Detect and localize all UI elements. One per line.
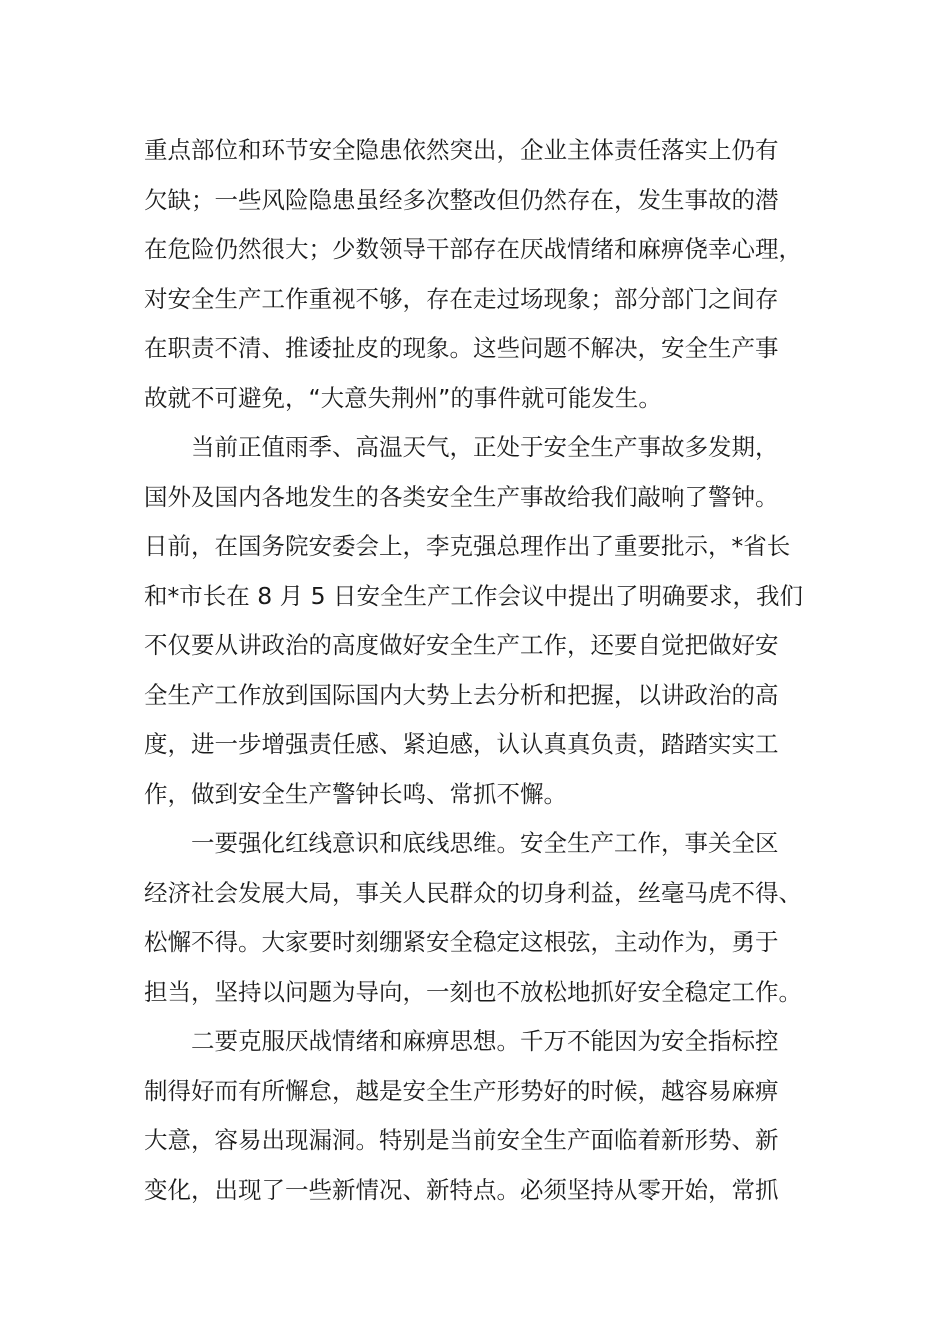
text-line: 全生产工作放到国际国内大势上去分析和把握，以讲政治的高: [144, 680, 779, 709]
body-text: [144, 126, 806, 1215]
text-line: 度，进一步增强责任感、紧迫感，认认真真负责，踏踏实实工: [144, 730, 779, 758]
text-line: 日前，在国务院安委会上，李克强总理作出了重要批示，*省长: [144, 532, 791, 560]
text-line: 不仅要从讲政治的高度做好安全生产工作，还要自觉把做好安: [144, 631, 779, 659]
text-line: 故就不可避免，“大意失荆州”的事件就可能发生。: [144, 383, 662, 412]
text-line: 在职责不清、推诿扯皮的现象。这些问题不解决，安全生产事: [144, 334, 779, 362]
text-line: 在危险仍然很大；少数领导干部存在厌战情绪和麻痹侥幸心理，: [144, 235, 802, 263]
text-line: 作，做到安全生产警钟长鸣、常抓不懈。: [144, 779, 567, 808]
text-line: 松懈不得。大家要时刻绷紧安全稳定这根弦，主动作为，勇于: [144, 928, 779, 956]
paragraph-start-line: 一要强化红线意识和底线思维。安全生产工作，事关全区: [191, 829, 779, 857]
text-line: 和*市长在 8 月 5 日安全生产工作会议中提出了明确要求，我们: [144, 581, 804, 610]
text-line: 国外及国内各地发生的各类安全生产事故给我们敲响了警钟。: [144, 482, 779, 511]
text-line: 大意，容易出现漏洞。特别是当前安全生产面临着新形势、新: [144, 1126, 779, 1154]
text-line: 制得好而有所懈怠，越是安全生产形势好的时候，越容易麻痹: [144, 1076, 779, 1105]
text-line: 重点部位和环节安全隐患依然突出，企业主体责任落实上仍有: [144, 136, 779, 164]
paragraph-start-line: 二要克服厌战情绪和麻痹思想。千万不能因为安全指标控: [191, 1027, 779, 1055]
text-line: 担当，坚持以问题为导向，一刻也不放松地抓好安全稳定工作。: [144, 977, 802, 1006]
text-line: 对安全生产工作重视不够，存在走过场现象；部分部门之间存: [144, 284, 779, 313]
paragraph-start-line: 当前正值雨季、高温天气，正处于安全生产事故多发期，: [191, 433, 779, 461]
text-line: 欠缺；一些风险隐患虽经多次整改但仍然存在，发生事故的潜: [144, 185, 779, 214]
text-line: 经济社会发展大局，事关人民群众的切身利益，丝毫马虎不得、: [144, 878, 802, 907]
text-line: 变化，出现了一些新情况、新特点。必须坚持从零开始，常抓: [144, 1175, 779, 1204]
